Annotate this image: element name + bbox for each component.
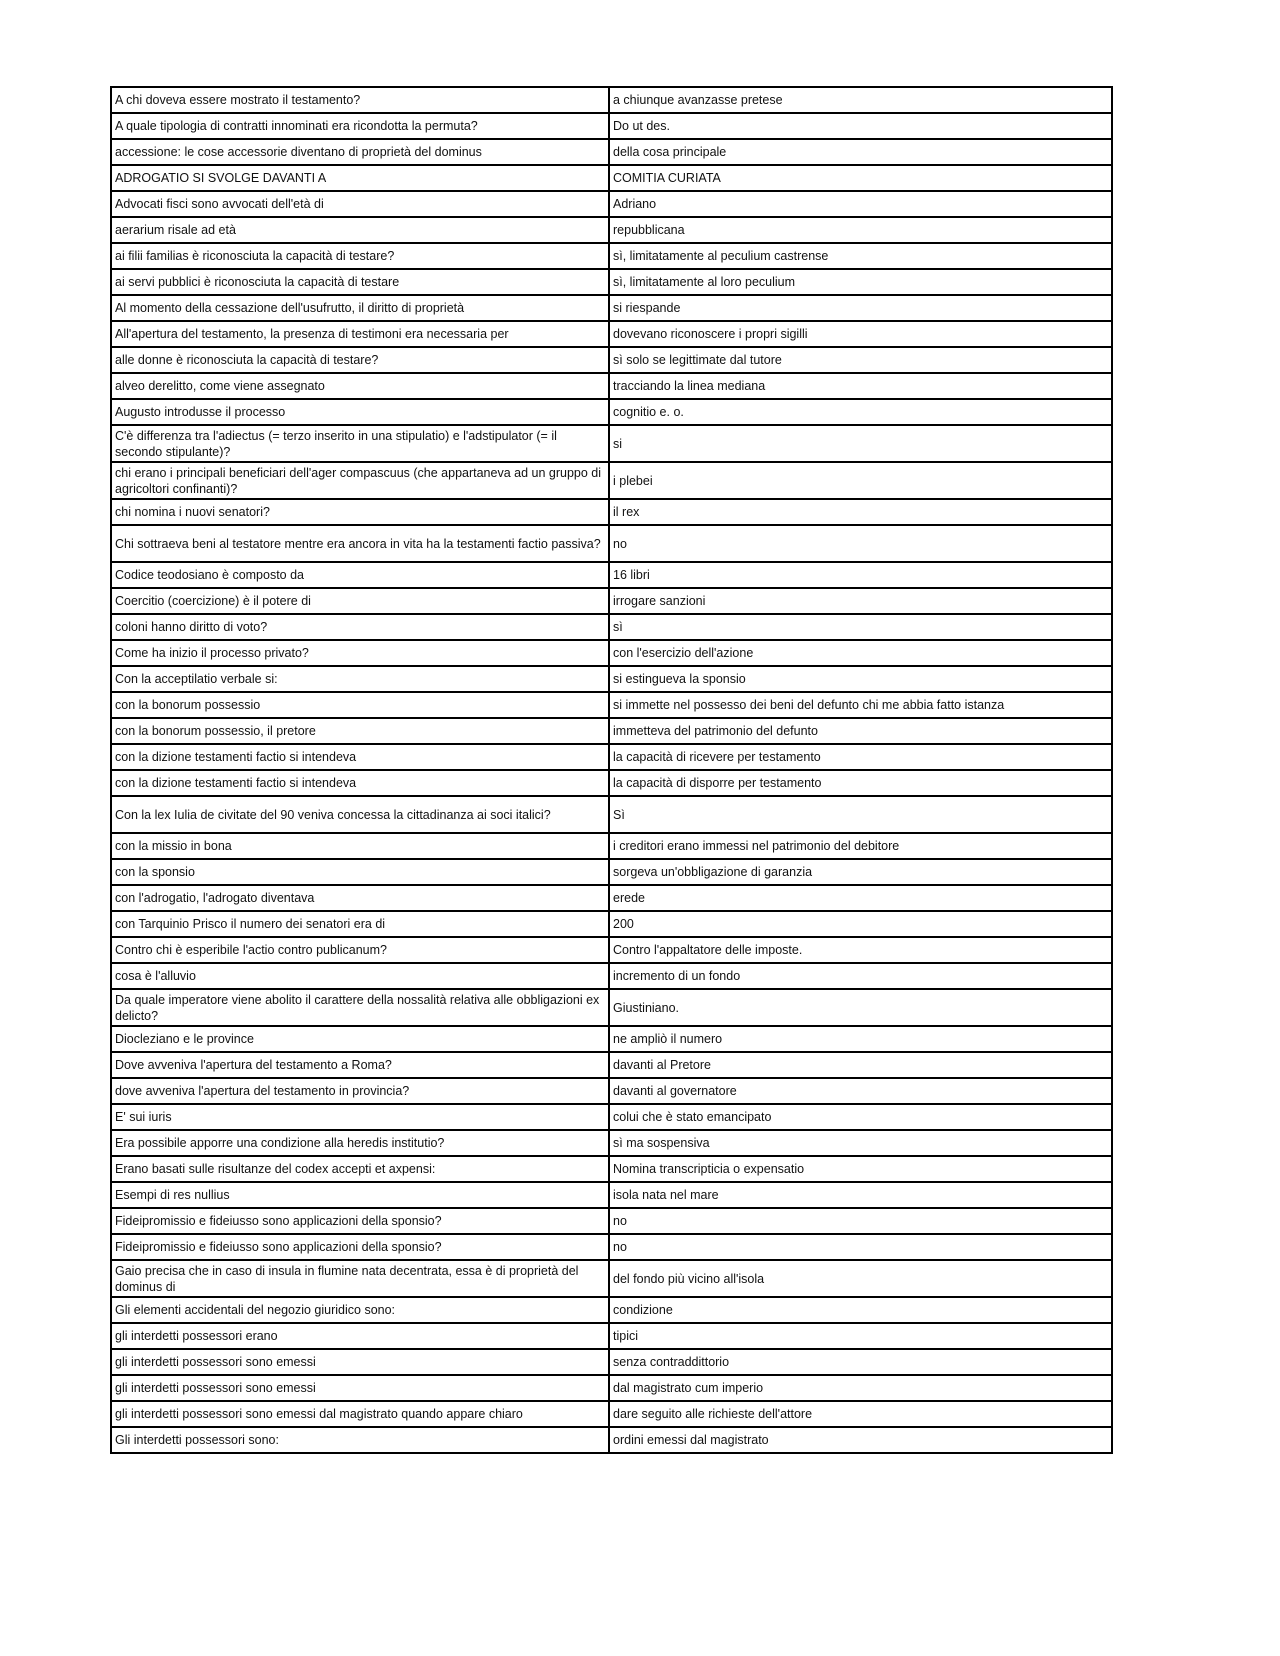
answer-cell[interactable]: Giustiniano. [609, 989, 1112, 1026]
table-row [111, 1323, 1112, 1349]
table-row [111, 885, 1112, 911]
answer-cell[interactable]: erede [609, 885, 1112, 911]
question-cell[interactable]: coloni hanno diritto di voto? [111, 614, 609, 640]
question-cell[interactable]: ai servi pubblici è riconosciuta la capacità di testare [111, 269, 609, 295]
question-cell[interactable]: Come ha inizio il processo privato? [111, 640, 609, 666]
table-row [111, 718, 1112, 744]
table-row [111, 321, 1112, 347]
table-row [111, 1026, 1112, 1052]
table-row [111, 295, 1112, 321]
table-row [111, 1375, 1112, 1401]
answer-cell[interactable]: la capacità di disporre per testamento [609, 770, 1112, 796]
question-cell[interactable]: con la dizione testamenti factio si intendeva [111, 744, 609, 770]
table-row [111, 833, 1112, 859]
table-row [111, 911, 1112, 937]
table-row [111, 1427, 1112, 1453]
answer-cell[interactable]: si [609, 425, 1112, 462]
question-cell[interactable]: Gli interdetti possessori sono: [111, 1427, 609, 1453]
table-row [111, 937, 1112, 963]
table-row [111, 1130, 1112, 1156]
answer-cell[interactable]: sì, limitatamente al peculium castrense [609, 243, 1112, 269]
question-cell[interactable]: aerarium risale ad età [111, 217, 609, 243]
table-row [111, 87, 1112, 113]
answer-cell[interactable]: ordini emessi dal magistrato [609, 1427, 1112, 1453]
question-cell[interactable]: Era possibile apporre una condizione alla heredis institutio? [111, 1130, 609, 1156]
question-cell[interactable]: con la missio in bona [111, 833, 609, 859]
answer-cell[interactable]: no [609, 1208, 1112, 1234]
question-cell[interactable]: Codice teodosiano è composto da [111, 562, 609, 588]
table-row [111, 347, 1112, 373]
table-row [111, 425, 1112, 462]
answer-cell[interactable]: condizione [609, 1297, 1112, 1323]
table-row [111, 796, 1112, 833]
table-row [111, 462, 1112, 499]
table-row [111, 165, 1112, 191]
question-cell[interactable]: gli interdetti possessori sono emessi dal magistrato quando appare chiaro [111, 1401, 609, 1427]
answer-cell[interactable]: ne ampliò il numero [609, 1026, 1112, 1052]
question-cell[interactable]: Fideipromissio e fideiusso sono applicazioni della sponsio? [111, 1208, 609, 1234]
answer-cell[interactable]: sì [609, 614, 1112, 640]
table-row [111, 1104, 1112, 1130]
question-cell[interactable]: con Tarquinio Prisco il numero dei senatori era di [111, 911, 609, 937]
answer-cell[interactable]: tipici [609, 1323, 1112, 1349]
question-cell[interactable]: Erano basati sulle risultanze del codex accepti et axpensi: [111, 1156, 609, 1182]
table-row [111, 1401, 1112, 1427]
answer-cell[interactable]: tracciando la linea mediana [609, 373, 1112, 399]
table-row [111, 1208, 1112, 1234]
question-cell[interactable]: A chi doveva essere mostrato il testamento? [111, 87, 609, 113]
answer-cell[interactable]: incremento di un fondo [609, 963, 1112, 989]
table-row [111, 113, 1112, 139]
table-row [111, 744, 1112, 770]
answer-cell[interactable]: Do ut des. [609, 113, 1112, 139]
question-cell[interactable]: Con la acceptilatio verbale si: [111, 666, 609, 692]
table-row [111, 640, 1112, 666]
question-cell[interactable]: gli interdetti possessori sono emessi [111, 1349, 609, 1375]
question-cell[interactable]: Contro chi è esperibile l'actio contro publicanum? [111, 937, 609, 963]
answer-cell[interactable]: con l'esercizio dell'azione [609, 640, 1112, 666]
answer-cell[interactable]: si immette nel possesso dei beni del defunto chi me abbia fatto istanza [609, 692, 1112, 718]
answer-cell[interactable]: immetteva del patrimonio del defunto [609, 718, 1112, 744]
table-row [111, 1182, 1112, 1208]
table-row [111, 217, 1112, 243]
question-cell[interactable]: con la sponsio [111, 859, 609, 885]
question-cell[interactable]: Gli elementi accidentali del negozio giuridico sono: [111, 1297, 609, 1323]
table-row [111, 1052, 1112, 1078]
table-row [111, 1260, 1112, 1297]
question-cell[interactable]: gli interdetti possessori sono emessi [111, 1375, 609, 1401]
table-row [111, 692, 1112, 718]
answer-cell[interactable]: della cosa principale [609, 139, 1112, 165]
table-row [111, 269, 1112, 295]
answer-cell[interactable]: sorgeva un'obbligazione di garanzia [609, 859, 1112, 885]
question-cell[interactable]: con l'adrogatio, l'adrogato diventava [111, 885, 609, 911]
answer-cell[interactable]: irrogare sanzioni [609, 588, 1112, 614]
question-cell[interactable]: Esempi di res nullius [111, 1182, 609, 1208]
table-row [111, 1156, 1112, 1182]
answer-cell[interactable]: isola nata nel mare [609, 1182, 1112, 1208]
answer-cell[interactable]: Adriano [609, 191, 1112, 217]
answer-cell[interactable]: Sì [609, 796, 1112, 833]
question-cell[interactable]: Al momento della cessazione dell'usufrutto, il diritto di proprietà [111, 295, 609, 321]
question-cell[interactable]: Con la lex Iulia de civitate del 90 veniva concessa la cittadinanza ai soci italici? [111, 796, 609, 833]
question-cell[interactable]: Diocleziano e le province [111, 1026, 609, 1052]
question-cell[interactable]: E' sui iuris [111, 1104, 609, 1130]
question-cell[interactable]: All'apertura del testamento, la presenza di testimoni era necessaria per [111, 321, 609, 347]
question-cell[interactable]: accessione: le cose accessorie diventano di proprietà del dominus [111, 139, 609, 165]
table-row [111, 666, 1112, 692]
table-row [111, 562, 1112, 588]
answer-cell[interactable]: a chiunque avanzasse pretese [609, 87, 1112, 113]
table-row [111, 243, 1112, 269]
question-cell[interactable]: con la bonorum possessio, il pretore [111, 718, 609, 744]
question-cell[interactable]: C'è differenza tra l'adiectus (= terzo inserito in una stipulatio) e l'adstipulator (= il secondo stipulante)? [111, 425, 609, 462]
question-cell[interactable]: cosa è l'alluvio [111, 963, 609, 989]
table-row [111, 525, 1112, 562]
question-cell[interactable]: alle donne è riconosciuta la capacità di testare? [111, 347, 609, 373]
answer-cell[interactable]: la capacità di ricevere per testamento [609, 744, 1112, 770]
question-cell[interactable]: Augusto introdusse il processo [111, 399, 609, 425]
question-cell[interactable]: Chi sottraeva beni al testatore mentre era ancora in vita ha la testamenti factio passiva? [111, 525, 609, 562]
question-cell[interactable]: Fideipromissio e fideiusso sono applicazioni della sponsio? [111, 1234, 609, 1260]
answer-cell[interactable]: cognitio e. o. [609, 399, 1112, 425]
table-row [111, 399, 1112, 425]
answer-cell[interactable]: del fondo più vicino all'isola [609, 1260, 1112, 1297]
table-row [111, 588, 1112, 614]
question-cell[interactable]: ai filii familias è riconosciuta la capacità di testare? [111, 243, 609, 269]
table-row [111, 373, 1112, 399]
answer-cell[interactable]: COMITIA CURIATA [609, 165, 1112, 191]
answer-cell[interactable]: sì solo se legittimate dal tutore [609, 347, 1112, 373]
answer-cell[interactable]: no [609, 1234, 1112, 1260]
question-cell[interactable]: gli interdetti possessori erano [111, 1323, 609, 1349]
answer-cell[interactable]: no [609, 525, 1112, 562]
table-row [111, 859, 1112, 885]
spreadsheet-table [110, 86, 1113, 1454]
answer-cell[interactable]: davanti al Pretore [609, 1052, 1112, 1078]
answer-cell[interactable]: Contro l'appaltatore delle imposte. [609, 937, 1112, 963]
question-cell[interactable]: alveo derelitto, come viene assegnato [111, 373, 609, 399]
table-row [111, 989, 1112, 1026]
question-cell[interactable]: Advocati fisci sono avvocati dell'età di [111, 191, 609, 217]
answer-cell[interactable]: il rex [609, 499, 1112, 525]
table-row [111, 1078, 1112, 1104]
question-cell[interactable]: con la dizione testamenti factio si intendeva [111, 770, 609, 796]
answer-cell[interactable]: i creditori erano immessi nel patrimonio del debitore [609, 833, 1112, 859]
answer-cell[interactable]: sì, limitatamente al loro peculium [609, 269, 1112, 295]
question-cell[interactable]: Da quale imperatore viene abolito il carattere della nossalità relativa alle obbligazioni ex delicto? [111, 989, 609, 1026]
table-row [111, 1234, 1112, 1260]
answer-cell[interactable]: Nomina transcripticia o expensatio [609, 1156, 1112, 1182]
table-row [111, 139, 1112, 165]
question-cell[interactable]: Gaio precisa che in caso di insula in flumine nata decentrata, essa è di proprietà del dominus di [111, 1260, 609, 1297]
answer-cell[interactable]: 16 libri [609, 562, 1112, 588]
question-cell[interactable]: dove avveniva l'apertura del testamento in provincia? [111, 1078, 609, 1104]
question-cell[interactable]: Coercitio (coercizione) è il potere di [111, 588, 609, 614]
table-row [111, 499, 1112, 525]
question-cell[interactable]: chi erano i principali beneficiari dell'ager compascuus (che appartaneva ad un gruppo di agricoltori confinanti)? [111, 462, 609, 499]
answer-cell[interactable]: si estingueva la sponsio [609, 666, 1112, 692]
answer-cell[interactable]: repubblicana [609, 217, 1112, 243]
table-row [111, 1349, 1112, 1375]
answer-cell[interactable]: colui che è stato emancipato [609, 1104, 1112, 1130]
answer-cell[interactable]: dare seguito alle richieste dell'attore [609, 1401, 1112, 1427]
table-row [111, 963, 1112, 989]
answer-cell[interactable]: 200 [609, 911, 1112, 937]
question-cell[interactable]: ADROGATIO SI SVOLGE DAVANTI A [111, 165, 609, 191]
question-cell[interactable]: Dove avveniva l'apertura del testamento a Roma? [111, 1052, 609, 1078]
table-body [111, 87, 1112, 1453]
answer-cell[interactable]: davanti al governatore [609, 1078, 1112, 1104]
answer-cell[interactable]: si riespande [609, 295, 1112, 321]
table-row [111, 191, 1112, 217]
answer-cell[interactable]: senza contraddittorio [609, 1349, 1112, 1375]
question-cell[interactable]: con la bonorum possessio [111, 692, 609, 718]
table-row [111, 1297, 1112, 1323]
table-row [111, 770, 1112, 796]
answer-cell[interactable]: sì ma sospensiva [609, 1130, 1112, 1156]
question-cell[interactable]: chi nomina i nuovi senatori? [111, 499, 609, 525]
question-cell[interactable]: A quale tipologia di contratti innominati era ricondotta la permuta? [111, 113, 609, 139]
table-row [111, 614, 1112, 640]
answer-cell[interactable]: dovevano riconoscere i propri sigilli [609, 321, 1112, 347]
answer-cell[interactable]: dal magistrato cum imperio [609, 1375, 1112, 1401]
answer-cell[interactable]: i plebei [609, 462, 1112, 499]
